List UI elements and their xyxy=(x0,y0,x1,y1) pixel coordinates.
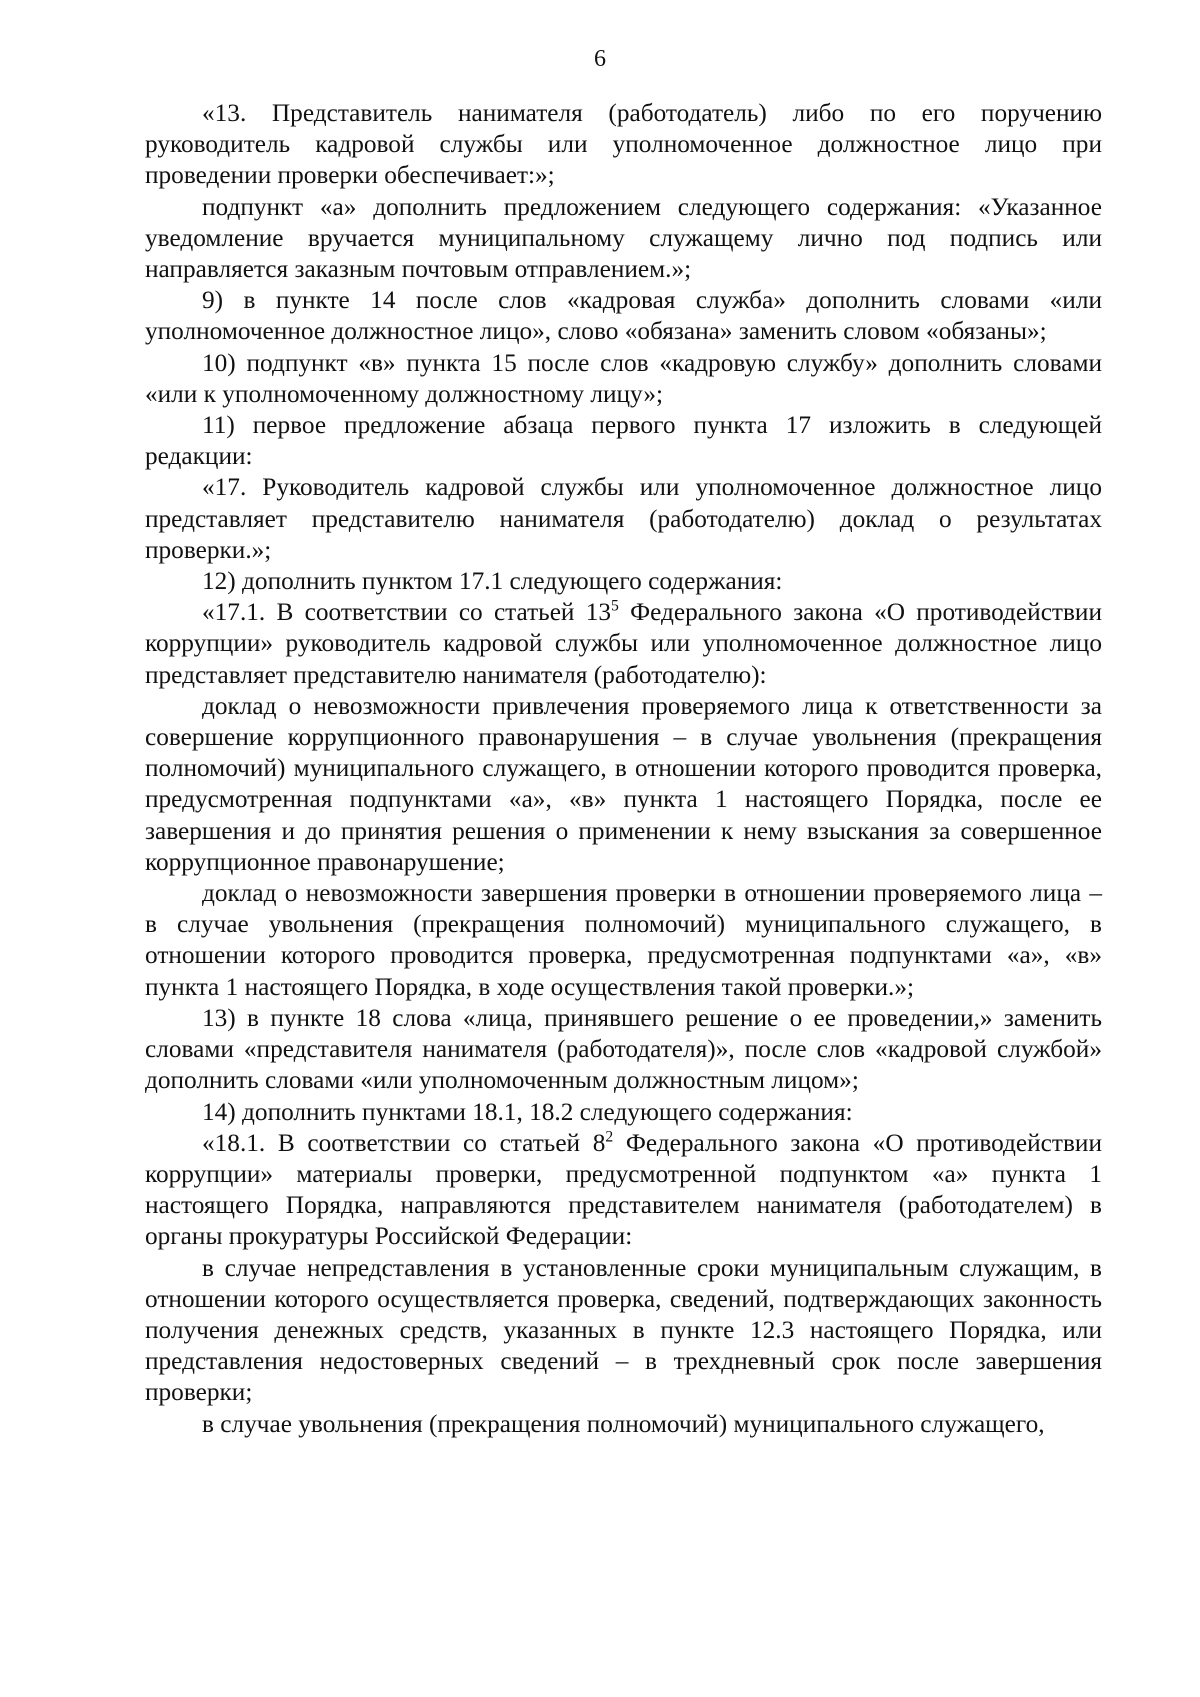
paragraph-item-13: 13) в пункте 18 слова «лица, принявшего решение о ее проведении,» заменить словами «представителя нанимателя (работодателя)», после слов «кадровой службой» дополнить словами «или уполномоченным должностным лицом»; xyxy=(145,1003,1102,1095)
paragraph-17-quote: «17. Руководитель кадровой службы или уполномоченное должностное лицо представляет представителю нанимателя (работодателю) доклад о результатах проверки.»; xyxy=(145,473,1102,564)
paragraph-item-11: 11) первое предложение абзаца первого пункта 17 изложить в следующей редакции: xyxy=(145,411,1102,471)
paragraph-18-1-lead: «18.1. В соответствии со статьей 8 xyxy=(202,1128,606,1157)
paragraph-item-9: 9) в пункте 14 после слов «кадровая служба» дополнить словами «или уполномоченное должностное лицо», слово «обязана» заменить словом «обязаны»; xyxy=(145,286,1102,346)
paragraph-17-1-lead: «17.1. В соответствии со статьей 13 xyxy=(202,598,612,627)
paragraph-item-14: 14) дополнить пунктами 18.1, 18.2 следующего содержания: xyxy=(202,1097,853,1126)
paragraph-nonsubmission: в случае непредставления в установленные сроки муниципальным служащим, в отношении которого осуществляется проверка, сведений, подтверждающих законность получения денежных средств, указанных в пункте 12.3 настоящего Порядка, или представления недостоверных сведений – в трехдневный срок после завершения проверки; xyxy=(145,1253,1102,1407)
paragraph-17-1 xyxy=(145,597,1102,691)
page-number: 6 xyxy=(594,46,606,72)
paragraph-18-1 xyxy=(145,1128,1102,1253)
paragraph-13-quote: «13. Представитель нанимателя (работодатель) либо по его поручению руководитель кадровой службы или уполномоченное должностное лицо при проведении проверки обеспечивает:»; xyxy=(145,99,1102,190)
paragraph-17-1-rest: Федерального закона «О противодействии коррупции» руководитель кадровой службы или уполномоченное должностное лицо представляет представителю нанимателя (работодателю): xyxy=(145,598,1102,689)
paragraph-item-12: 12) дополнить пунктом 17.1 следующего содержания: xyxy=(202,567,783,596)
document-body xyxy=(145,98,1102,1440)
paragraph-subpoint-a: подпункт «а» дополнить предложением следующего содержания: «Указанное уведомление вручается муниципальному служащему лично под подпись или направляется заказным почтовым отправлением.»; xyxy=(145,192,1102,284)
paragraph-report-completion: доклад о невозможности завершения проверки в отношении проверяемого лица – в случае увольнения (прекращения полномочий) муниципального служащего, в отношении которого проводится проверка, предусмотренная подпунктами «а», «в» пункта 1 настоящего Порядка, в ходе осуществления такой проверки.»; xyxy=(145,879,1102,1001)
article-superscript: 2 xyxy=(605,1128,614,1146)
paragraph-report-liability: доклад о невозможности привлечения проверяемого лица к ответственности за совершение коррупционного правонарушения – в случае увольнения (прекращения полномочий) муниципального служащего, в отношении которого проводится проверка, предусмотренная подпунктами «а», «в» пункта 1 настоящего Порядка, после ее завершения и до принятия решения о применении к нему взыскания за совершенное коррупционное правонарушение; xyxy=(145,691,1102,876)
paragraph-dismissal: в случае увольнения (прекращения полномочий) муниципального служащего, xyxy=(202,1409,1045,1438)
article-superscript: 5 xyxy=(611,597,619,615)
paragraph-18-1-rest: Федерального закона «О противодействии коррупции» материалы проверки, предусмотренной подпунктом «а» пункта 1 настоящего Порядка, направляются представителем нанимателя (работодателем) в органы прокуратуры Российской Федерации: xyxy=(145,1128,1102,1251)
paragraph-item-10: 10) подпункт «в» пункта 15 после слов «кадровую службу» дополнить словами «или к уполномоченному должностному лицу»; xyxy=(145,348,1102,408)
